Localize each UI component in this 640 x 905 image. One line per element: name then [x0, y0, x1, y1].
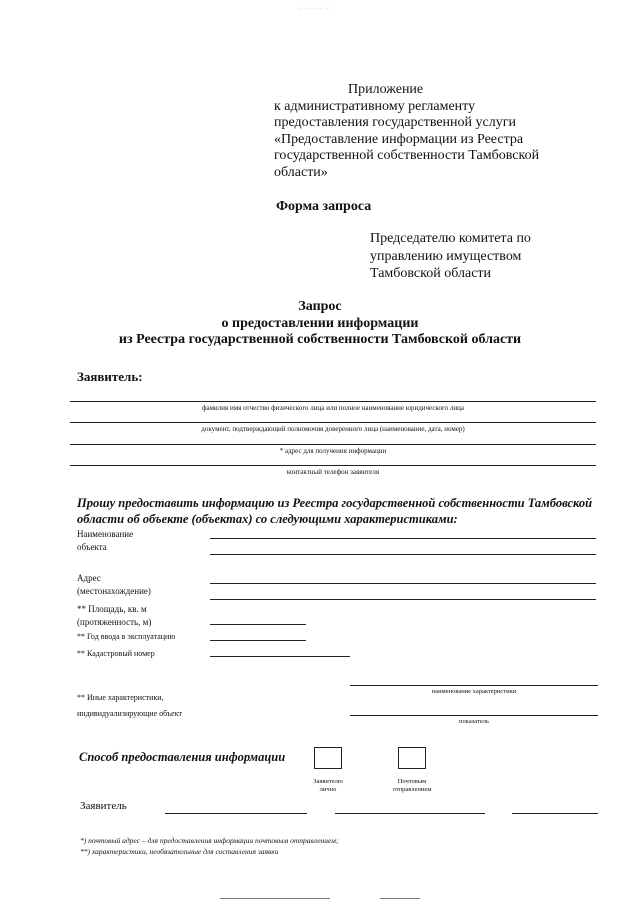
- object-year-label: ** Год ввода в эксплуатацию: [77, 632, 176, 641]
- signature-date-line[interactable]: [512, 813, 598, 814]
- addressee-line: управлению имуществом: [370, 248, 522, 264]
- indicator-line[interactable]: [350, 715, 598, 716]
- request-title-line: из Реестра государственной собственности Тамбовской области: [118, 332, 522, 347]
- object-area-label-line: ** Площадь, кв. м: [77, 604, 147, 614]
- by-mail-caption: [376, 778, 448, 794]
- by-mail-caption-line: Почтовым: [397, 778, 427, 785]
- appendix-line: предоставления государственной услуги: [274, 115, 516, 131]
- request-title-line: Запрос: [298, 299, 342, 314]
- characteristic-name-line[interactable]: [350, 685, 598, 686]
- signature-label: Заявитель: [80, 800, 127, 812]
- object-address-line[interactable]: [210, 583, 596, 584]
- object-address-label-line: (местонахождение): [77, 586, 151, 596]
- in-person-caption-line: лично: [319, 786, 337, 793]
- signature-line[interactable]: [165, 813, 307, 814]
- applicant-document-line[interactable]: [70, 422, 596, 423]
- object-area-line[interactable]: [210, 624, 306, 625]
- object-address-label-line: Адрес: [77, 573, 101, 583]
- appendix-line: «Предоставление информации из Реестра: [274, 131, 524, 147]
- scan-rule: [380, 898, 420, 899]
- signature-name-line[interactable]: [335, 813, 485, 814]
- appendix-line: области»: [274, 164, 328, 180]
- footnote-2: **) характеристики, необязательные для составления заявки: [80, 847, 279, 856]
- addressee: [370, 230, 570, 283]
- object-name-label-line: Наименование: [77, 529, 134, 539]
- appendix-line: Приложение: [348, 82, 424, 97]
- object-year-line[interactable]: [210, 640, 306, 641]
- object-area-label-line: (протяженность, м): [77, 617, 152, 627]
- object-name-line[interactable]: [210, 538, 596, 539]
- applicant-label: Заявитель:: [77, 369, 143, 384]
- applicant-phone-line[interactable]: [70, 465, 596, 466]
- method-label: Способ предоставления информации: [79, 750, 286, 764]
- applicant-address-line[interactable]: [70, 444, 596, 445]
- in-person-caption-line: Заявителю: [313, 778, 343, 785]
- object-name-label-line: объекта: [77, 542, 107, 552]
- object-area-label: [77, 603, 151, 629]
- scan-marks: ·..··.··· · ·: [298, 6, 335, 12]
- by-mail-checkbox[interactable]: [398, 747, 426, 769]
- addressee-line: Тамбовской области: [370, 266, 492, 281]
- applicant-phone-caption: контактный телефон заявителя: [286, 468, 380, 476]
- appendix-header: [274, 82, 574, 182]
- other-characteristics-label-1: ** Иные характеристики,: [77, 693, 164, 702]
- applicant-name-caption: фамилия имя отчество физического лица или полное наименование юридического лица: [201, 404, 465, 412]
- request-title: [0, 299, 640, 349]
- characteristic-name-caption: наименование характеристики: [431, 688, 517, 695]
- applicant-name-line[interactable]: [70, 401, 596, 402]
- request-text: Прошу предоставить информацию из Реестра государственной собственности Тамбовской области об объекте (объектах) со следующими характеристиками:: [77, 496, 593, 526]
- object-name-line-2[interactable]: [210, 554, 596, 555]
- scan-rule: [220, 898, 330, 899]
- object-name-label: [77, 528, 133, 554]
- addressee-line: Председателю комитета по: [370, 231, 531, 246]
- object-cadastral-label: ** Кадастровый номер: [77, 649, 155, 658]
- indicator-caption: показатель: [459, 718, 489, 725]
- in-person-checkbox[interactable]: [314, 747, 342, 769]
- applicant-address-caption: * адрес для получения информации: [279, 447, 387, 455]
- by-mail-caption-line: отправлением: [392, 786, 432, 793]
- applicant-document-caption: документ, подтверждающий полномочия доверенного лица (наименование, дата, номер): [201, 425, 465, 433]
- appendix-line: к административному регламенту: [274, 98, 476, 114]
- footnote-1: *) почтовый адрес – для предоставления информации почтовым отправлением;: [80, 836, 339, 845]
- form-title: Форма запроса: [276, 199, 372, 214]
- request-title-line: о предоставлении информации: [221, 315, 419, 331]
- appendix-line: государственной собственности Тамбовской: [274, 148, 540, 164]
- object-address-label: [77, 572, 151, 598]
- in-person-caption: [300, 778, 356, 794]
- other-characteristics-label-2: индивидуализирующие объект: [77, 709, 182, 718]
- object-cadastral-line[interactable]: [210, 656, 350, 657]
- object-address-line-2[interactable]: [210, 599, 596, 600]
